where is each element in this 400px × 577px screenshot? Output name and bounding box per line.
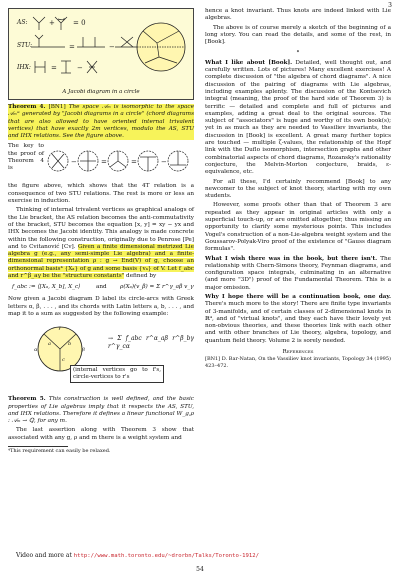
four-t-proof-diagram	[46, 145, 194, 181]
svg-text:= 0: = 0	[73, 19, 86, 27]
theorem-5-title: Theorem 5.	[8, 396, 46, 403]
vertex-mapping-note: (internal vertices go to f's, circle-vertices to r's	[70, 365, 164, 383]
left-paragraph-1: the figure above, which shows that the 4T relation is a consequence of two STU relations. The rest is more or less an exercise in induction.	[8, 183, 194, 205]
continuation-section	[205, 294, 391, 345]
svg-text:=: =	[69, 43, 75, 51]
section-separator: •	[295, 48, 301, 57]
right-column	[205, 8, 391, 369]
wish-section	[205, 256, 391, 292]
key-paragraph: The key to the proof of Theorem 4 is	[8, 143, 44, 172]
left-paragraph-4: The last assertion along with Theorem 3 show that associated with any g, ρ and m there is a weight system and	[8, 427, 194, 441]
as-label: AS:	[17, 19, 28, 26]
reference-item: [BN1] D. Bar-Natan, On the Vassiliev knot invariants, Topology 34 (1995) 423–472.	[205, 356, 391, 369]
left-paragraph-3: Now given a Jacobi diagram D label its circle-arcs with Greek letters α, β, . . . , and its chords with Latin letters a, b, . . . , and map it to a sum as suggested by the following example:	[8, 296, 194, 317]
footnote: ⁴This requirement can easily be relaxed.	[8, 448, 111, 455]
theorem-5	[8, 396, 194, 425]
theorem-4-body: The space 𝒜ₘ is isomorphic to the space 𝒜ₘʷ generated by "Jacobi diagrams in a circle" (chord diagrams that are also allowed to have oriented internal trivalent vertices) that have exactly 2m vertices, modulo the AS, STU and IHX relations. See the figure above.	[8, 104, 194, 140]
theorem-5-body: This construction is well defined, and the basic properties of Lie algebras imply that it respects the AS, STU, and IHX relations. Therefore it defines a linear functional W_g,ρ : 𝒜ₘ → ℚ, for any m.	[8, 396, 194, 425]
references-title: References	[282, 349, 314, 356]
svg-text:=: =	[101, 158, 107, 167]
ihx-label: IHX:	[17, 64, 31, 71]
right-paragraph-4: However, some proofs other than that of Theorem 3 are repeated as they appear in original articles with only a superficial touch-up, or are omitted altogether, thus missing an opportunity to clarify some mysterious points. This includes Vogel's construction of a non-Lie-algebra weight system and the Goussarov-Polyak-Viro proof of the existence of "Gauss diagram formulas".	[205, 202, 391, 253]
theorem-4-cite: [BN1]	[48, 104, 66, 110]
figure-caption: A Jacobi diagram in a circle	[62, 88, 140, 95]
page-number-bottom: 54	[196, 566, 204, 573]
key-row	[8, 143, 194, 183]
svg-text:c: c	[62, 357, 65, 364]
theorem-4	[8, 104, 194, 140]
left-column	[8, 8, 194, 454]
footnote-rule	[8, 446, 68, 447]
like-body: Detailed, well thought out, and carefully written. Lots of pictures! Many excellent exercises! A complete discussion of "the algebra of chord diagrams". A nice discussion of the pairing of diagrams with Lie algebras, including examples aplenty. The discussion of the Kontsevich integral (meaning, the proof of the hard side of Theorem 3) is terrific — detailed and complete and full of pictures and examples, adding a great deal to the original sources. The subject of "associators" is huge and worthy of its own book(s); yet in as much as they are needed to Vassiliev invariants, the discussion in [Book] is excellent. A great many further topics are touched — multiple ζ-values, the relationship of the Hopf link with the Duflo isomorphism, intersection graphs and other combinatorial aspects of chord diagrams, Rozansky's rationality conjecture, the Melvin-Morton conjecture, braids, ε-equivalence, etc.	[205, 59, 391, 176]
equation-rhs: ρ(Xₐ)(v_β) = Σ r^γ_aβ v_γ	[120, 284, 194, 291]
video-prefix: Video and more at	[16, 552, 72, 559]
equation-lhs: f_abc := ⟨[Xₐ, X_b], X_c⟩	[12, 284, 81, 291]
continuation-body: There's much more to the story! There are finite type invariants of 3-manifolds, and of certain classes of 2-dimensional knots in ℝ⁴, and of "virtual knots", and they each have their lovely yet non-obvious theories, and these theories link with each other and with other branches of Lie theory, algebra, topology, and quantum field theory. Volume 2 is sorely needed.	[205, 301, 391, 344]
svg-text:−: −	[109, 43, 115, 51]
right-paragraph-1: hence a knot invariant. Thus knots are indeed linked with Lie algebras.	[205, 8, 391, 22]
equation-and: and	[96, 284, 107, 291]
like-title: What I like about [Book].	[205, 59, 293, 66]
svg-text:α: α	[34, 347, 38, 354]
video-link-line	[16, 552, 259, 559]
page-number-top: 3	[388, 2, 392, 9]
svg-text:−: −	[161, 158, 167, 167]
labeled-diagram-figure	[8, 321, 194, 393]
sum-expression: → Σ f_abc r^α_aβ r^β_bγ r^γ_cα	[108, 335, 194, 350]
left-paragraph-2-highlight: Given a finite dimensional metrized Lie algebra g (e.g., any semi-simple Lie algebra) and a finite-dimensional representation ρ : g → End(V) of g, choose an orthonormal basis⁴ {Xₐ} of g and some basis {vₐ} of V. Let f_abc and r^β_aγ be the "structure constants"	[8, 243, 194, 280]
right-paragraph-3: For all these, I'd certainly recommend [Book] to any newcomer to the subject of knot theory, starting with my own students.	[205, 178, 391, 200]
theorem-4-title: Theorem 4.	[8, 104, 46, 110]
svg-text:b: b	[68, 341, 72, 348]
svg-text:γ: γ	[58, 325, 61, 332]
wish-title: What I wish there was in the book, but there isn't.	[205, 255, 378, 262]
wish-body: The relationship with Chern-Simons theory, Feynman diagrams, and configuration space integrals, culminating in an alternative (and more "3D") proof of the Fundamental Theorem. This is a major omission.	[205, 255, 392, 291]
left-paragraph-2-start: Thinking of internal trivalent vertices as graphical analogs of the Lie bracket, the AS relation becomes the anti-commutativity of the bracket, STU becomes the equation [x, y] = xy − yx and IHX becomes the Jacobi identity. This analogy is made concrete within the following construction, originally due to Penrose [Pe] and to Cvitanović [Cv].	[8, 207, 194, 250]
right-paragraph-2: The above is of course merely a sketch of the beginning of a long story. You can read the details, and some of the rest, in [Book].	[205, 24, 391, 46]
structure-constants-equation	[8, 282, 194, 294]
svg-text:β: β	[82, 347, 85, 354]
svg-text:−: −	[71, 158, 77, 167]
left-paragraph-2	[8, 207, 194, 280]
stu-label: STU:	[17, 42, 32, 49]
jacobi-diagram-figure	[8, 8, 194, 100]
like-section	[205, 60, 391, 177]
svg-text:−: −	[77, 64, 83, 72]
video-url-link[interactable]: http://www.math.toronto.edu/~drorbn/Talks/Toronto-1912/	[73, 553, 260, 559]
continuation-title: Why I hope there will be a continuation book, one day.	[205, 293, 391, 300]
svg-text:+: +	[49, 19, 55, 27]
svg-text:=: =	[131, 158, 137, 167]
left-paragraph-2-end: defined by	[126, 273, 157, 280]
svg-text:a: a	[48, 341, 51, 348]
relations-diagram	[9, 9, 195, 101]
svg-text:=: =	[51, 64, 57, 72]
